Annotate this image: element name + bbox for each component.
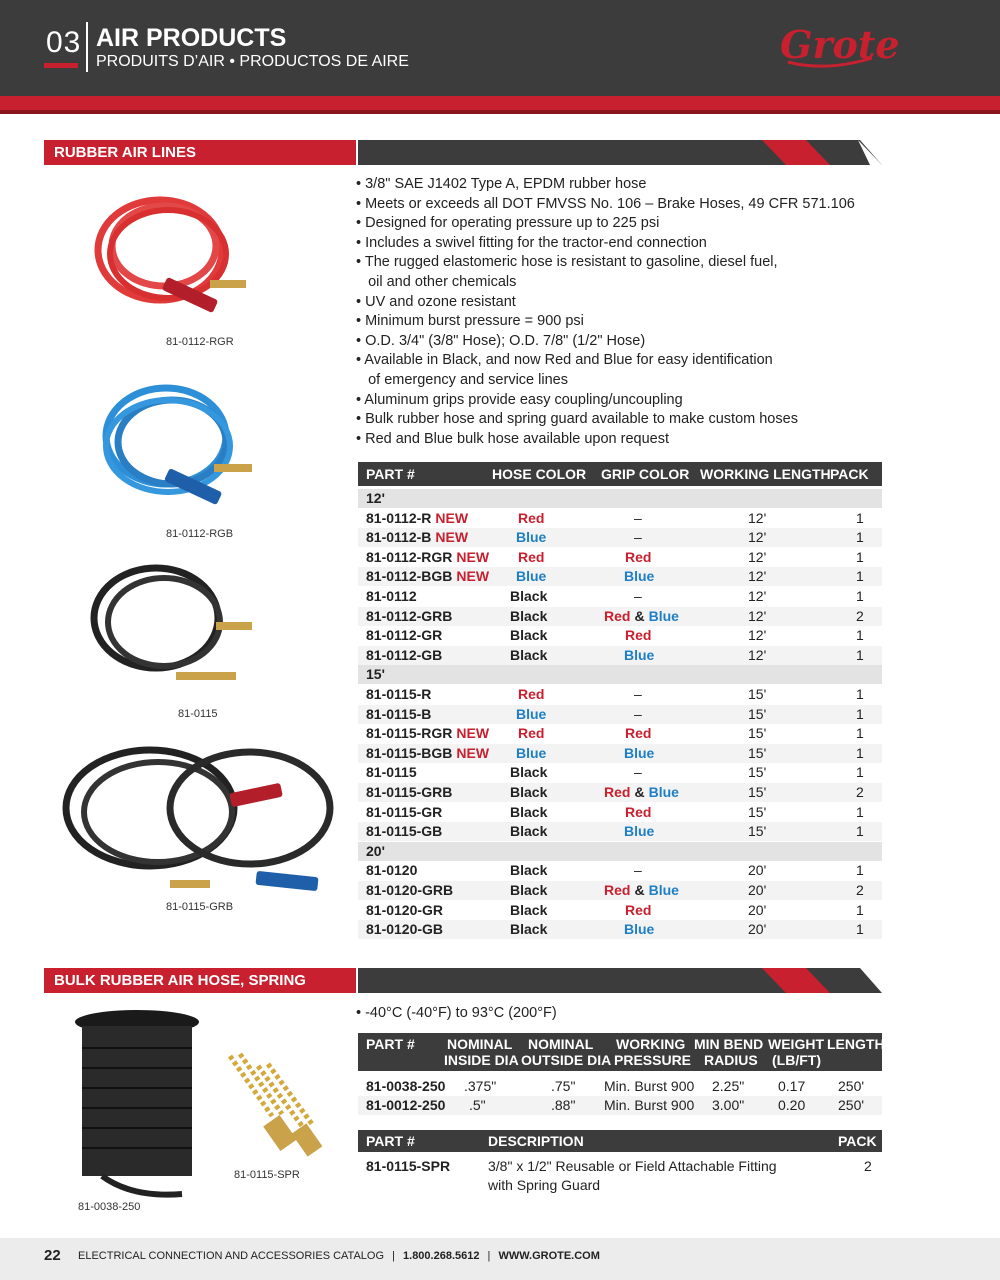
section-number: 03 <box>46 26 82 59</box>
column-header-grip-color: GRIP COLOR <box>601 466 690 482</box>
cell-description: 3/8" x 1/2" Reusable or Field Attachable Fitting <box>488 1158 777 1174</box>
grip-color: – <box>634 705 642 722</box>
ampersand: & <box>634 784 645 800</box>
cell-working-length: 20' <box>748 882 767 898</box>
page-subtitle: PRODUITS D’AIR • PRODUCTOS DE AIRE <box>96 53 409 70</box>
cell-working-length: 12' <box>748 529 767 546</box>
bullet-item: oil and other chemicals <box>356 273 517 290</box>
cell-part <box>366 921 443 937</box>
part-number: 81-0112-R <box>366 509 432 526</box>
footer-separator: | <box>392 1250 395 1262</box>
column-header-length: LENGTH <box>827 1036 885 1052</box>
grote-logo <box>776 16 900 76</box>
cell-grip-color <box>604 608 679 624</box>
footer-catalog: ELECTRICAL CONNECTION AND ACCESSORIES CATALOG <box>78 1250 385 1262</box>
bulk-hose-reel-image <box>62 1008 212 1198</box>
cell-part <box>366 804 442 820</box>
table-row <box>358 587 882 606</box>
column-header-hose-color: HOSE COLOR <box>492 466 587 482</box>
cell-hose-color: Red <box>518 548 545 565</box>
cell-pack: 1 <box>856 823 864 840</box>
cell-part <box>366 510 468 526</box>
cell-hose-color: Blue <box>516 568 547 585</box>
column-header-pack: PACK <box>838 1133 877 1149</box>
bullet-item: • 3/8" SAE J1402 Type A, EPDM rubber hose <box>356 176 647 192</box>
cell-working-length: 15' <box>748 764 767 781</box>
cell-inside-dia: .375" <box>464 1078 497 1094</box>
hose-image-black-pair <box>60 738 350 898</box>
table-header <box>358 462 882 486</box>
grip-color: Red <box>625 901 652 918</box>
cell-hose-color: Black <box>510 607 548 624</box>
cell-working-length: 12' <box>748 588 767 604</box>
grip-color: Red <box>625 725 652 742</box>
section-bar-accent <box>358 968 882 993</box>
cell-working-length: 15' <box>748 686 767 702</box>
cell-description-line2: with Spring Guard <box>488 1177 601 1193</box>
part-number: 81-0115-BGB <box>366 744 453 761</box>
hose-image-blue <box>96 372 256 522</box>
column-header-part: PART # <box>366 466 415 482</box>
grip-color: – <box>634 509 642 526</box>
cell-working-length: 12' <box>748 627 767 644</box>
cell-part <box>366 823 442 839</box>
cell-working-length: 12' <box>748 509 767 526</box>
cell-pack: 2 <box>856 784 864 800</box>
table-header <box>358 1033 885 1071</box>
bulk-bullet: • -40°C (-40°F) to 93°C (200°F) <box>356 1005 557 1021</box>
cell-part <box>366 568 489 584</box>
cell-pack: 1 <box>856 921 864 938</box>
column-header-min-bend-line2: RADIUS <box>704 1052 758 1068</box>
cell-pack: 2 <box>864 1158 872 1174</box>
cell-hose-color: Black <box>510 862 548 879</box>
cell-part <box>366 725 489 741</box>
bullet-item: • Aluminum grips provide easy coupling/uncoupling <box>356 391 683 408</box>
cell-pack: 1 <box>856 803 864 820</box>
cell-part <box>366 647 442 663</box>
grip-color: – <box>634 588 642 604</box>
cell-grip-color <box>625 725 651 741</box>
cell-part <box>366 686 431 702</box>
footer-url[interactable]: WWW.GROTE.COM <box>498 1250 600 1262</box>
section-title-bulk-hose: BULK RUBBER AIR HOSE, SPRING GUARD <box>44 968 356 993</box>
cell-working-length: 12' <box>748 568 767 585</box>
cell-hose-color: Black <box>510 764 548 781</box>
column-header-inside-dia-line2: INSIDE DIA <box>444 1052 519 1068</box>
table-row <box>358 567 882 586</box>
table-row <box>358 881 882 900</box>
grip-color: – <box>634 764 642 781</box>
cell-part <box>366 745 489 761</box>
header-red-band-shadow <box>0 110 1000 114</box>
cell-inside-dia: .5" <box>469 1097 486 1113</box>
cell-grip-color <box>625 902 651 918</box>
cell-pack: 1 <box>856 509 864 526</box>
table-row <box>358 783 882 802</box>
new-badge: NEW <box>456 548 490 565</box>
cell-pack: 1 <box>856 725 864 742</box>
cell-grip-color <box>604 882 679 898</box>
column-header-pack: PACK <box>830 466 869 482</box>
bullet-item: • UV and ozone resistant <box>356 293 516 310</box>
page-header <box>0 0 1000 96</box>
column-header-inside-dia: NOMINAL <box>447 1036 513 1052</box>
cell-hose-color: Red <box>518 725 545 742</box>
table-row <box>358 1157 882 1199</box>
cell-hose-color: Blue <box>516 529 547 546</box>
footer-phone: 1.800.268.5612 <box>403 1250 480 1262</box>
column-header-min-bend: MIN BEND <box>694 1036 764 1052</box>
cell-grip-color <box>634 706 642 722</box>
cell-pack: 1 <box>856 686 864 702</box>
table-row <box>358 920 882 939</box>
cell-part <box>366 882 453 898</box>
table-row <box>358 861 882 880</box>
cell-bend-radius: 2.25" <box>712 1078 745 1094</box>
cell-part <box>366 862 417 878</box>
hose-image-black <box>86 552 256 702</box>
new-badge: NEW <box>456 725 490 742</box>
cell-pack: 2 <box>856 882 864 898</box>
footer-text <box>78 1250 600 1262</box>
column-header-outside-dia-line2: OUTSIDE DIA <box>521 1052 612 1068</box>
part-number: 81-0120-GB <box>366 921 444 938</box>
bullet-item: • Available in Black, and now Red and Blue for easy identification <box>356 352 773 369</box>
section-title-rubber-air-lines: RUBBER AIR LINES <box>44 140 356 165</box>
image-caption: 81-0038-250 <box>78 1201 141 1213</box>
cell-hose-color: Black <box>510 921 548 938</box>
cell-grip-color <box>624 745 654 761</box>
hose-image-red <box>90 180 250 330</box>
table-group-row <box>358 665 882 684</box>
cell-pack: 2 <box>856 607 864 624</box>
grip-color-b: Blue <box>648 784 679 800</box>
cell-part <box>366 902 443 918</box>
grip-color: Blue <box>624 921 655 938</box>
cell-hose-color: Black <box>510 784 548 800</box>
feature-bullet-list <box>356 175 855 449</box>
table-row <box>358 548 882 567</box>
table-row <box>358 607 882 626</box>
column-header-working-pressure-line2: PRESSURE <box>614 1052 692 1068</box>
cell-length: 250' <box>838 1097 865 1113</box>
cell-part <box>366 627 442 643</box>
new-badge: NEW <box>435 509 469 526</box>
cell-grip-color <box>634 529 642 545</box>
part-number: 81-0115-GB <box>366 823 443 840</box>
cell-working-length: 20' <box>748 862 767 879</box>
cell-grip-color <box>625 627 651 643</box>
part-number: 81-0115 <box>366 764 417 781</box>
spring-guard-image <box>212 1046 322 1166</box>
table-row <box>358 528 882 547</box>
cell-hose-color: Blue <box>516 744 547 761</box>
cell-grip-color <box>634 686 642 702</box>
bullet-item: • Minimum burst pressure = 900 psi <box>356 313 584 330</box>
grip-color: – <box>634 686 642 702</box>
image-caption: 81-0112-RGB <box>166 528 234 540</box>
column-header-weight-line2: (LB/FT) <box>772 1052 821 1068</box>
cell-part <box>366 608 452 624</box>
bullet-item: • The rugged elastomeric hose is resistant to gasoline, diesel fuel, <box>356 254 778 271</box>
cell-grip-color <box>634 510 642 526</box>
table-group-row <box>358 489 882 508</box>
grip-color: Red <box>625 803 652 820</box>
table-row <box>358 509 882 528</box>
cell-part <box>366 549 489 565</box>
header-red-band <box>0 96 1000 110</box>
column-header-working-pressure: WORKING <box>616 1036 686 1052</box>
cell-pack: 1 <box>856 627 864 644</box>
cell-working-length: 15' <box>748 784 767 800</box>
cell-pressure: Min. Burst 900 <box>604 1078 695 1094</box>
new-badge: NEW <box>456 744 490 761</box>
cell-grip-color <box>624 568 654 584</box>
cell-hose-color: Black <box>510 823 548 840</box>
image-caption: 81-0115-GRB <box>166 901 234 913</box>
cell-grip-color <box>624 823 654 839</box>
section-bar-dark <box>358 968 882 993</box>
part-number: 81-0112-B <box>366 529 432 546</box>
image-caption: 81-0115-SPR <box>234 1169 300 1181</box>
cell-grip-color <box>634 862 642 878</box>
ampersand: & <box>634 607 645 624</box>
grip-color: Blue <box>624 744 655 761</box>
section-bar-dark <box>358 140 882 165</box>
group-label: 15' <box>366 666 385 683</box>
cell-weight: 0.17 <box>778 1078 806 1094</box>
cell-pressure: Min. Burst 900 <box>604 1097 695 1113</box>
cell-hose-color: Red <box>518 509 545 526</box>
cell-pack: 1 <box>856 764 864 781</box>
grip-color: – <box>634 862 642 879</box>
part-number: 81-0120-GR <box>366 901 444 918</box>
table-row <box>358 1077 882 1096</box>
cell-part <box>366 784 452 800</box>
cell-grip-color <box>634 588 642 604</box>
image-caption: 81-0115 <box>178 708 218 720</box>
part-number: 81-0115-B <box>366 705 432 722</box>
cell-part: 81-0038-250 <box>366 1078 446 1094</box>
cell-outside-dia: .88" <box>551 1097 576 1113</box>
part-number: 81-0120-GRB <box>366 882 454 898</box>
ampersand: & <box>634 882 645 898</box>
cell-working-length: 15' <box>748 725 767 742</box>
new-badge: NEW <box>456 568 490 585</box>
section-bar-accent <box>358 140 882 165</box>
part-number: 81-0115-GR <box>366 803 443 820</box>
part-number: 81-0115-R <box>366 686 432 702</box>
cell-working-length: 20' <box>748 921 767 938</box>
cell-hose-color: Black <box>510 803 548 820</box>
column-header-part: PART # <box>366 1133 415 1149</box>
cell-hose-color: Red <box>518 686 545 702</box>
cell-working-length: 15' <box>748 744 767 761</box>
cell-working-length: 20' <box>748 901 767 918</box>
page-number: 22 <box>44 1247 61 1264</box>
cell-working-length: 15' <box>748 823 767 840</box>
cell-pack: 1 <box>856 548 864 565</box>
group-label: 12' <box>366 490 385 506</box>
table-row <box>358 685 882 704</box>
part-number: 81-0115-RGR <box>366 725 453 742</box>
bullet-item: • Meets or exceeds all DOT FMVSS No. 106 – Brake Hoses, 49 CFR 571.106 <box>356 195 855 212</box>
cell-part <box>366 706 431 722</box>
bullet-item: of emergency and service lines <box>356 371 568 388</box>
logo-text: Grote <box>780 22 900 67</box>
grip-color: Blue <box>624 568 655 585</box>
cell-part: 81-0115-SPR <box>366 1158 451 1174</box>
grip-color-a: Red <box>604 607 631 624</box>
cell-pack: 1 <box>856 588 864 604</box>
page-title: AIR PRODUCTS <box>96 24 287 52</box>
part-number: 81-0112 <box>366 588 417 604</box>
bullet-item: • Designed for operating pressure up to 225 psi <box>356 215 660 232</box>
image-caption: 81-0112-RGR <box>166 336 234 348</box>
bullet-item: • O.D. 3/4" (3/8" Hose); O.D. 7/8" (1/2" Hose) <box>356 332 646 349</box>
table-row <box>358 763 882 782</box>
part-number: 81-0112-GB <box>366 646 443 663</box>
grip-color-b: Blue <box>648 882 679 898</box>
cell-grip-color <box>634 764 642 780</box>
cell-pack: 1 <box>856 744 864 761</box>
cell-outside-dia: .75" <box>551 1078 576 1094</box>
table-row <box>358 626 882 645</box>
cell-grip-color <box>625 804 651 820</box>
column-header-outside-dia: NOMINAL <box>528 1036 594 1052</box>
cell-grip-color <box>625 549 651 565</box>
grip-color: Red <box>625 548 652 565</box>
grip-color-a: Red <box>604 784 631 800</box>
part-number: 81-0120 <box>366 862 418 879</box>
bullet-item: • Red and Blue bulk hose available upon request <box>356 430 670 447</box>
cell-hose-color: Black <box>510 901 548 918</box>
grip-color: Blue <box>624 823 655 840</box>
cell-part <box>366 588 417 604</box>
cell-working-length: 12' <box>748 548 767 565</box>
grip-color: Red <box>625 627 652 644</box>
table-row <box>358 724 882 743</box>
header-divider <box>86 22 88 72</box>
part-number: 81-0115-GRB <box>366 784 453 800</box>
cell-length: 250' <box>838 1078 865 1094</box>
cell-hose-color: Black <box>510 627 548 644</box>
table-group-row <box>358 842 882 861</box>
group-label: 20' <box>366 842 385 859</box>
new-badge: NEW <box>435 529 469 546</box>
cell-part <box>366 529 468 545</box>
cell-grip-color <box>624 921 654 937</box>
cell-hose-color: Black <box>510 882 548 898</box>
part-number: 81-0112-RGR <box>366 548 453 565</box>
part-number: 81-0112-BGB <box>366 568 453 585</box>
cell-weight: 0.20 <box>778 1097 806 1113</box>
bullet-item: • Includes a swivel fitting for the tractor-end connection <box>356 234 707 251</box>
cell-hose-color: Blue <box>516 705 547 722</box>
grip-color-a: Red <box>604 882 631 898</box>
column-header-part: PART # <box>366 1036 415 1052</box>
cell-hose-color: Black <box>510 588 548 604</box>
column-header-description: DESCRIPTION <box>488 1133 584 1149</box>
cell-hose-color: Black <box>510 646 548 663</box>
cell-pack: 1 <box>856 568 864 585</box>
cell-part: 81-0012-250 <box>366 1097 446 1113</box>
table-row <box>358 1096 882 1115</box>
cell-pack: 1 <box>856 705 864 722</box>
cell-pack: 1 <box>856 646 864 663</box>
cell-working-length: 12' <box>748 646 767 663</box>
bullet-item: • Bulk rubber hose and spring guard available to make custom hoses <box>356 411 798 428</box>
cell-pack: 1 <box>856 529 864 546</box>
cell-working-length: 12' <box>748 607 767 624</box>
cell-working-length: 15' <box>748 705 767 722</box>
grip-color-b: Blue <box>648 607 679 624</box>
cell-grip-color <box>624 647 654 663</box>
table-row <box>358 901 882 920</box>
table-row <box>358 705 882 724</box>
table-row <box>358 744 882 763</box>
page-footer <box>0 1238 1000 1280</box>
table-row <box>358 646 882 665</box>
table-row <box>358 822 882 841</box>
cell-part <box>366 764 417 780</box>
cell-working-length: 15' <box>748 803 767 820</box>
section-number-underline <box>44 63 78 68</box>
part-number: 81-0112-GRB <box>366 607 453 624</box>
table-header <box>358 1130 882 1152</box>
part-number: 81-0112-GR <box>366 627 443 644</box>
cell-pack: 1 <box>856 901 864 918</box>
cell-pack: 1 <box>856 862 864 879</box>
cell-grip-color <box>604 784 679 800</box>
cell-bend-radius: 3.00" <box>712 1097 745 1113</box>
column-header-weight: WEIGHT <box>768 1036 824 1052</box>
grip-color: – <box>634 529 642 546</box>
grip-color: Blue <box>624 646 655 663</box>
footer-separator: | <box>487 1250 491 1262</box>
table-row <box>358 803 882 822</box>
column-header-working-length: WORKING LENGTH <box>700 466 831 482</box>
